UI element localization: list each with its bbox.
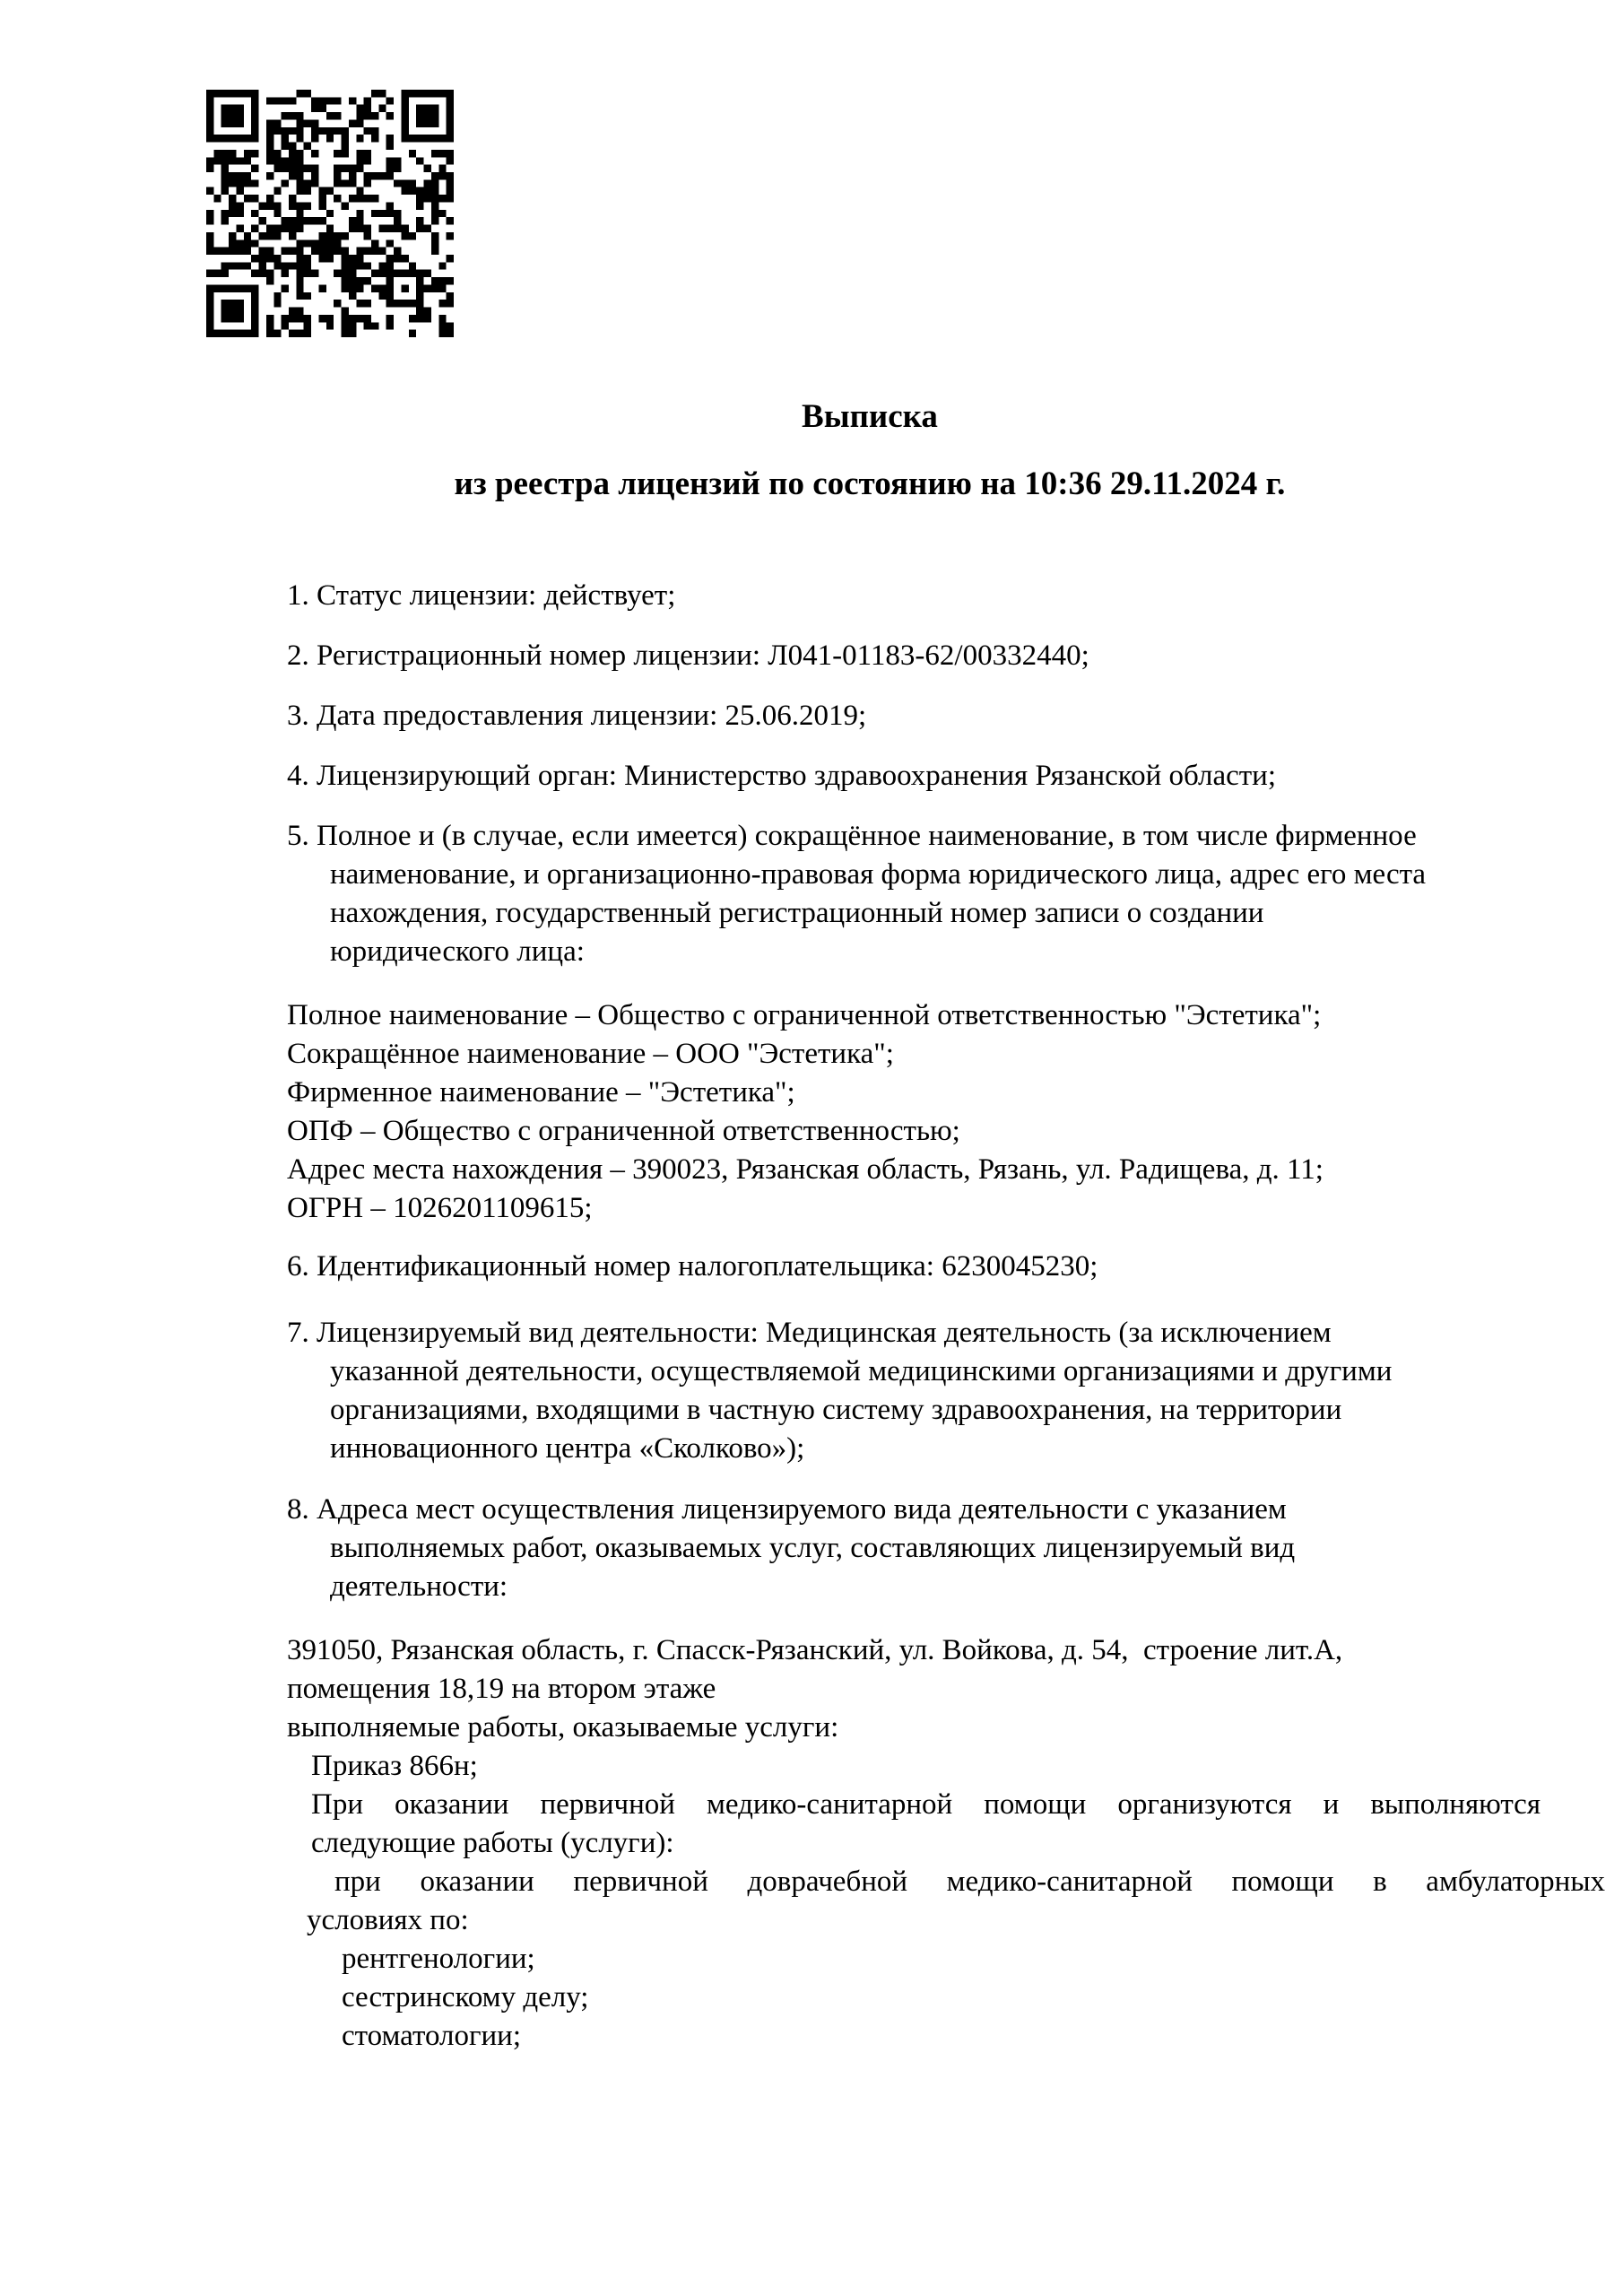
list-item-5-line: юридического лица: [330,935,585,968]
works-order: Приказ 866н; [311,1750,478,1782]
org-address: Адрес места нахождения – 390023, Рязанская область, Рязань, ул. Радищева, д. 11; [287,1153,1324,1186]
list-item-3-text: 3. Дата предоставления лицензии: 25.06.2019; [287,700,867,732]
list-item-5 [287,817,1569,971]
works-line: следующие работы (услуги): [311,1827,674,1859]
works-line: условиях по: [307,1904,469,1936]
list-item-6 [287,1248,1569,1286]
org-full-name: Полное наименование – Общество с ограниченной ответственностью "Эстетика"; [287,999,1322,1031]
works-service-nursing: сестринскому делу; [342,1981,589,2013]
organization-block [287,996,1569,1228]
org-brand-name: Фирменное наименование – "Эстетика"; [287,1076,795,1109]
list-item-8 [287,1491,1569,1606]
org-short-name: Сокращённое наименование – ООО "Эстетика"; [287,1038,894,1070]
works-line: при оказании первичной доврачебной медико-санитарной помощи в амбулаторных [334,1866,1605,1898]
document-body [287,395,1605,2056]
list-item-8-line: деятельности: [330,1570,508,1603]
list-item-7 [287,1314,1569,1468]
list-item-7-line: организациями, входящими в частную систему здравоохранения, на территории [330,1394,1342,1426]
list-item-7-line: инновационного центра «Сколково»); [330,1432,805,1465]
list-item-1-text: 1. Статус лицензии: действует; [287,579,676,612]
org-legal-form: ОПФ – Общество с ограниченной ответственностью; [287,1115,960,1147]
list-item-4-text: 4. Лицензирующий орган: Министерство здравоохранения Рязанской области; [287,760,1277,792]
works-line: При оказании первичной медико-санитарной помощи организуются и выполняются [311,1788,1541,1821]
list-item-5-line: 5. Полное и (в случае, если имеется) сокращённое наименование, в том числе фирменное [287,820,1417,852]
list-item-4 [287,757,1569,796]
list-item-1 [287,577,1569,615]
site-address: 391050, Рязанская область, г. Спасск-Рязанский, ул. Войкова, д. 54, строение лит.А, [287,1634,1343,1666]
list-item-8-line: выполняемых работ, оказываемых услуг, составляющих лицензируемый вид [330,1532,1296,1564]
works-service-radiology: рентгенологии; [342,1943,535,1975]
list-item-8-line: 8. Адреса мест осуществления лицензируемого вида деятельности с указанием [287,1493,1287,1526]
list-item-2 [287,637,1569,675]
doc-subtitle: из реестра лицензий по состоянию на 10:36 29.11.2024 г. [454,465,1286,502]
org-ogrn: ОГРН – 1026201109615; [287,1192,593,1224]
list-item-5-line: наименование, и организационно-правовая форма юридического лица, адрес его места [330,858,1427,891]
doc-title: Выписка [802,398,938,435]
site-services-heading: выполняемые работы, оказываемые услуги: [287,1711,839,1744]
site-and-works-block [287,1631,1605,2056]
qr-code [206,90,454,337]
list-item-7-line: указанной деятельности, осуществляемой медицинскими организациями и другими [330,1355,1393,1387]
list-item-7-line: 7. Лицензируемый вид деятельности: Медицинская деятельность (за исключением [287,1317,1332,1349]
works-service-dentistry: стоматологии; [342,2020,521,2052]
list-item-5-line: нахождения, государственный регистрационный номер записи о создании [330,897,1264,929]
list-item-2-text: 2. Регистрационный номер лицензии: Л041-01183-62/00332440; [287,639,1089,672]
site-premises: помещения 18,19 на втором этаже [287,1673,716,1705]
list-item-3 [287,697,1569,735]
list-item-6-text: 6. Идентификационный номер налогоплательщика: 6230045230; [287,1250,1098,1283]
qr-code-image [206,90,454,337]
